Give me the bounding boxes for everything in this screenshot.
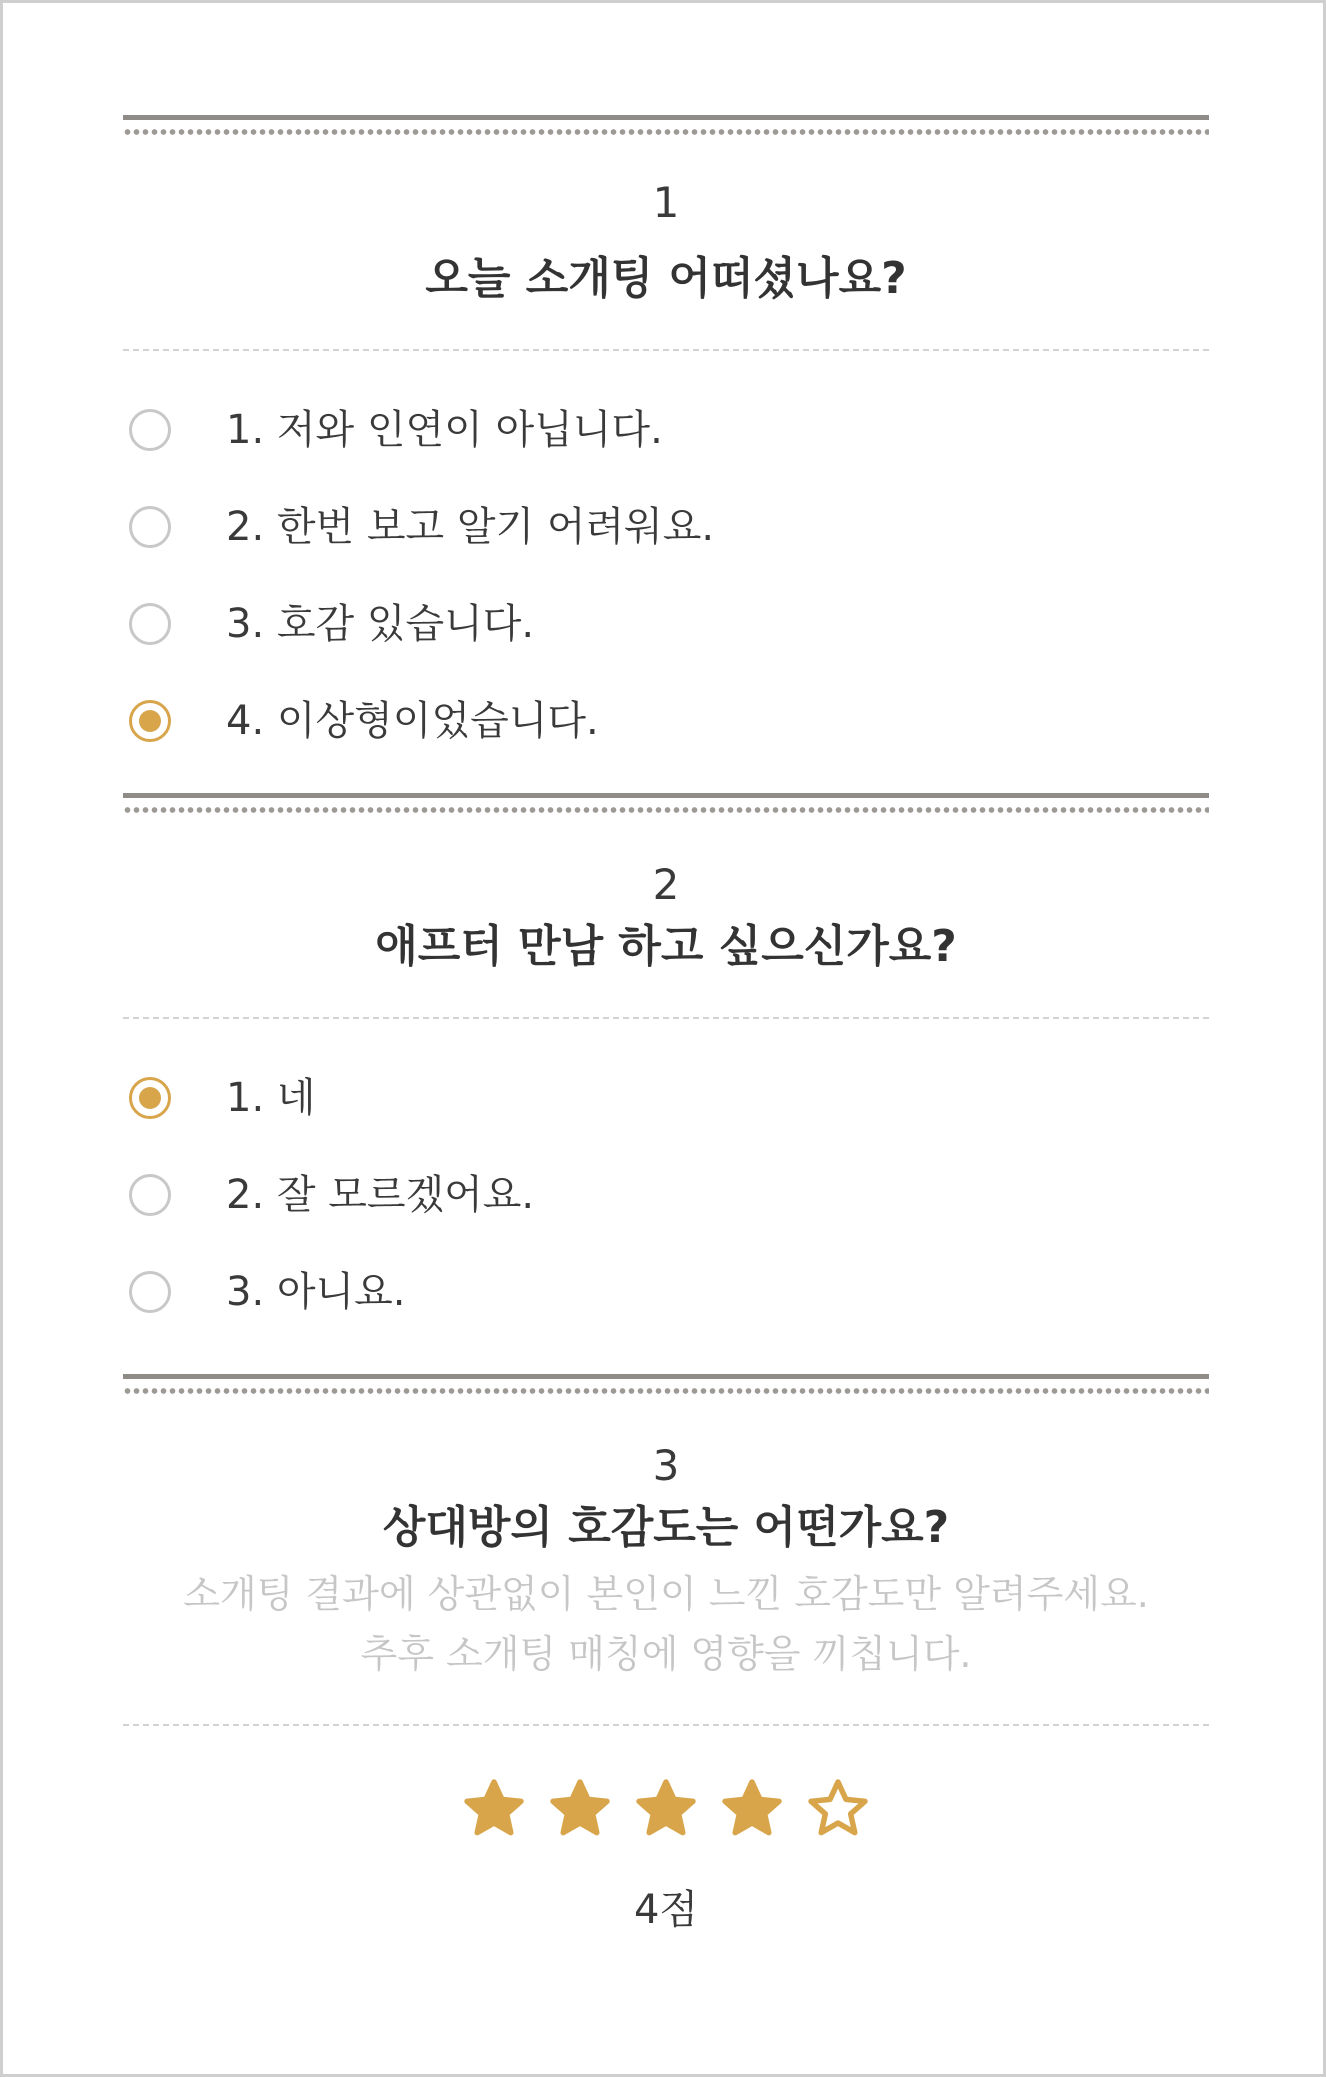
option-q2-3[interactable] <box>123 1243 1209 1340</box>
option-q1-2[interactable] <box>123 478 1209 575</box>
section-divider-solid <box>123 115 1209 120</box>
option-q1-4[interactable] <box>123 672 1209 769</box>
question-3 <box>123 1374 1209 1938</box>
radio-button[interactable] <box>129 700 171 742</box>
option-label: 2. 잘 모르겠어요. <box>226 1171 535 1218</box>
radio-button[interactable] <box>129 1077 171 1119</box>
subtitle-line-1: 소개팅 결과에 상관없이 본인이 느낀 호감도만 알려주세요. <box>183 1572 1149 1616</box>
section-divider-solid <box>123 1374 1209 1379</box>
option-q1-1[interactable] <box>123 381 1209 478</box>
question-header <box>123 813 1209 977</box>
radio-button[interactable] <box>129 1271 171 1313</box>
section-divider-solid <box>123 793 1209 798</box>
option-list <box>123 351 1209 769</box>
option-label: 1. 저와 인연이 아닙니다. <box>226 406 663 453</box>
question-number: 1 <box>652 178 680 227</box>
rating-score: 4점 <box>633 1887 699 1933</box>
option-q2-2[interactable] <box>123 1146 1209 1243</box>
radio-button[interactable] <box>129 409 171 451</box>
option-label: 1. 네 <box>226 1074 316 1121</box>
survey-content <box>123 115 1209 1938</box>
star-icon[interactable] <box>547 1776 613 1842</box>
option-label: 3. 아니요. <box>226 1268 406 1315</box>
option-q1-3[interactable] <box>123 575 1209 672</box>
question-number: 3 <box>652 1441 680 1490</box>
star-icon[interactable] <box>719 1776 785 1842</box>
radio-button[interactable] <box>129 1174 171 1216</box>
question-header <box>123 1394 1209 1684</box>
option-label: 2. 한번 보고 알기 어려워요. <box>226 503 715 550</box>
question-number: 2 <box>652 860 680 909</box>
question-2 <box>123 793 1209 1340</box>
option-q2-1[interactable] <box>123 1049 1209 1146</box>
subtitle-line-2: 추후 소개팅 매칭에 영향을 끼칩니다. <box>360 1632 972 1676</box>
radio-button[interactable] <box>129 603 171 645</box>
question-subtitle <box>123 1564 1209 1684</box>
question-title: 상대방의 호감도는 어떤가요? <box>382 1502 950 1553</box>
question-header <box>123 135 1209 309</box>
question-title: 애프터 만남 하고 싶으신가요? <box>375 921 957 972</box>
star-row <box>123 1776 1209 1842</box>
option-label: 3. 호감 있습니다. <box>226 600 535 647</box>
question-1 <box>123 115 1209 769</box>
option-label: 4. 이상형이었습니다. <box>226 697 599 744</box>
radio-button[interactable] <box>129 506 171 548</box>
star-rating <box>123 1726 1209 1938</box>
star-icon[interactable] <box>805 1776 871 1842</box>
option-list <box>123 1019 1209 1340</box>
star-icon[interactable] <box>461 1776 527 1842</box>
star-icon[interactable] <box>633 1776 699 1842</box>
question-title: 오늘 소개팅 어떠셨나요? <box>425 253 907 304</box>
